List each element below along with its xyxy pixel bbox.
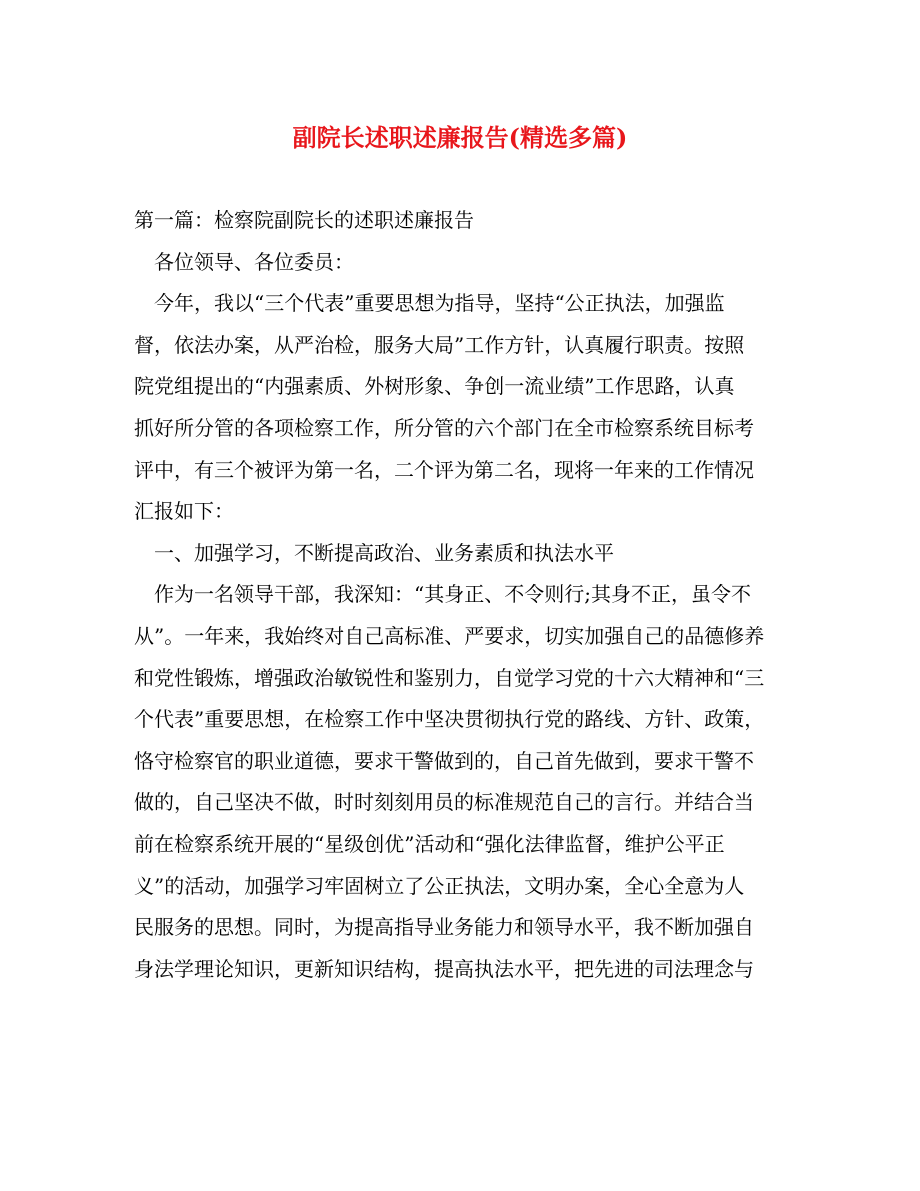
paragraph-line: 院党组提出的“内强素质、外树形象、争创一流业绩”工作思路，认真 (134, 374, 735, 399)
paragraph-line: 前在检察系统开展的“星级创优”活动和“强化法律监督，维护公平正 (134, 831, 725, 856)
paragraph-line: 各位领导、各位委员： (154, 249, 354, 274)
document-title: 副院长述职述廉报告(精选多篇) (292, 123, 628, 152)
paragraph-line: 第一篇：检察院副院长的述职述廉报告 (134, 208, 474, 232)
paragraph-line: 和党性锻炼，增强政治敏锐性和鉴别力，自觉学习党的十六大精神和“三 (134, 665, 765, 690)
paragraph-line: 督，依法办案，从严治检，服务大局”工作方针，认真履行职责。按照 (134, 332, 745, 357)
document-body (134, 200, 788, 990)
paragraph-line: 抓好所分管的各项检察工作，所分管的六个部门在全市检察系统目标考 (134, 415, 754, 440)
paragraph-line: 汇报如下： (134, 499, 234, 524)
paragraph-line: 个代表”重要思想，在检察工作中坚决贯彻执行党的路线、方针、政策， (134, 707, 765, 732)
paragraph-line: 评中，有三个被评为第一名，二个评为第二名，现将一年来的工作情况 (134, 457, 754, 482)
paragraph-line: 民服务的思想。同时，为提高指导业务能力和领导水平，我不断加强自 (134, 915, 754, 940)
paragraph-line: 今年，我以“三个代表”重要思想为指导，坚持“公正执法，加强监 (154, 291, 725, 316)
paragraph-line: 从”。一年来，我始终对自己高标准、严要求，切实加强自己的品德修养 (134, 623, 765, 648)
paragraph-line: 做的，自己坚决不做，时时刻刻用员的标准规范自己的言行。并结合当 (134, 790, 754, 815)
paragraph-line: 身法学理论知识，更新知识结构，提高执法水平，把先进的司法理念与 (134, 956, 754, 981)
paragraph-line: 一、加强学习，不断提高政治、业务素质和执法水平 (154, 540, 614, 565)
paragraph-line: 义”的活动，加强学习牢固树立了公正执法，文明办案，全心全意为人 (134, 873, 745, 898)
paragraph-line: 作为一名领导干部，我深知：“其身正、不令则行;其身不正，虽令不 (154, 582, 751, 607)
paragraph-line: 恪守检察官的职业道德，要求干警做到的，自己首先做到，要求干警不 (134, 748, 754, 773)
